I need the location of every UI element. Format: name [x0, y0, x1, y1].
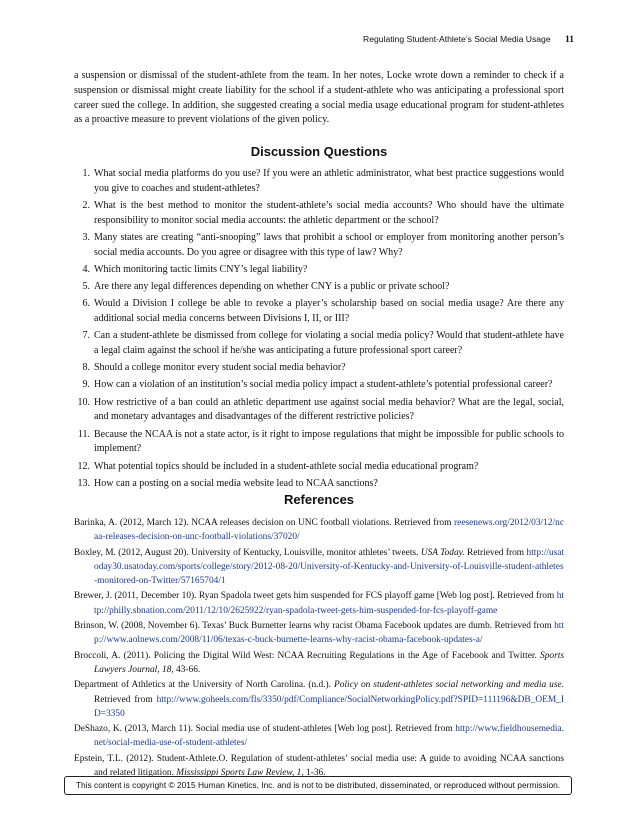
reference-text-after: , 1-36. — [301, 768, 326, 779]
discussion-heading: Discussion Questions — [250, 144, 388, 159]
question-number: 8. — [82, 362, 90, 374]
question-item — [74, 280, 564, 295]
page-number: 11 — [565, 35, 574, 45]
question-text: Many states are creating “anti-snooping” laws that prohibit a school or employer from monitoring another person’s social media accounts. Do you agree or disagree with this type of law? Why? — [94, 231, 564, 258]
reference-text: Brinson, W. (2008, November 6). Texas’ Buck Burnetter learns why racist Obama Facebook updates are dumb. Retrieved from — [74, 621, 555, 632]
reference-entry — [74, 589, 564, 618]
question-text: How can a violation of an institution’s social media policy impact a student-athlete’s potential professional career? — [94, 379, 553, 391]
question-number: 13. — [77, 477, 90, 489]
reference-text-after: Retrieved from — [94, 694, 157, 705]
question-number: 10. — [77, 396, 90, 408]
question-item — [74, 477, 564, 492]
reference-source: USA Today. — [420, 547, 465, 558]
question-number: 1. — [82, 168, 90, 179]
question-text: How restrictive of a ban could an athletic department use against social media behavior? What are the legal, social, and monetary advantages and disadvantages of the different restrictive policies? — [94, 396, 564, 423]
question-text: What is the best method to monitor the student-athlete’s social media accounts? Who should have the ultimate responsibility to monitor social media accounts: the athletic department or the school? — [94, 199, 564, 226]
question-text: What social media platforms do you use? If you were an athletic administrator, what best practice suggestions would you give to coaches and student-athletes? — [94, 168, 564, 194]
question-number: 12. — [77, 460, 90, 472]
question-item — [74, 460, 564, 475]
intro-paragraph: a suspension or dismissal of the student-athlete from the team. In her notes, Locke wrote down a reminder to check if a suspension or dismissal might create liability for the school if a student-athlete who was anticipating a professional sport career sued the college. In addition, she suggested creating a social media usage educational program for student-athletes as a proactive measure to prevent violations of the given policy. — [74, 70, 564, 126]
question-number: 9. — [82, 379, 90, 391]
copyright-notice: This content is copyright © 2015 Human Kinetics, Inc. and is not to be distributed, disseminated, or reproduced without permission. — [64, 776, 572, 795]
question-number: 11. — [77, 428, 90, 440]
question-text: How can a posting on a social media website lead to NCAA sanctions? — [94, 477, 378, 489]
question-text: Would a Division I college be able to revoke a player’s scholarship based on social media usage? Are there any additional social media concerns between Divisions I, II, or III? — [94, 298, 564, 325]
question-item — [74, 263, 564, 278]
question-item — [74, 378, 564, 393]
discussion-questions-list — [74, 167, 564, 494]
references-list — [74, 516, 564, 781]
reference-entry — [74, 678, 564, 721]
reference-entry — [74, 516, 564, 545]
question-text: Which monitoring tactic limits CNY’s legal liability? — [94, 263, 308, 275]
reference-text-after: Retrieved from — [464, 547, 527, 558]
reference-entry — [74, 722, 564, 751]
question-item — [74, 231, 564, 261]
question-text: Should a college monitor every student social media behavior? — [94, 362, 346, 374]
question-number: 3. — [82, 231, 90, 243]
reference-link[interactable]: reesenews.org/2012/03/12/ncaa-releases-decision-on-unc-football-violations/37020/ — [94, 518, 564, 543]
reference-link[interactable]: http://usatoday30.usatoday.com/sports/college/story/2012-08-20/University-of-Kentucky-and-University-of-Louisville-student-athletes-monitored-on-Twitter/57165704/1 — [94, 547, 564, 587]
running-title: Regulating Student-Athlete’s Social Media Usage — [363, 34, 551, 44]
question-text: Because the NCAA is not a state actor, is it right to impose regulations that might be impossible for public schools to implement? — [94, 428, 564, 455]
question-text: Can a student-athlete be dismissed from college for violating a social media policy? Would that student-athlete have a legal claim against the school if he/she was anticipating a future professional sport career? — [94, 330, 564, 357]
reference-text: Broccoli, A. (2011). Policing the Digital Wild West: NCAA Recruiting Regulations in the Age of Facebook and Twitter. — [74, 650, 541, 661]
reference-text: Epstein, T.L. (2012). Student-Athlete.O. Regulation of student-athletes’ social media use: A guide to avoiding NCAA sanctions and related litigation. — [74, 753, 564, 779]
reference-text: Boxley, M. (2012, August 20). University of Kentucky, Louisville, monitor athletes’ tweets. — [74, 547, 421, 558]
question-item — [74, 199, 564, 229]
reference-link[interactable]: http://www.goheels.com/fls/3350/pdf/Compliance/SocialNetworkingPolicy.pdf?SPID=111196&DB_OEM_ID=3350 — [94, 694, 564, 719]
reference-text: Department of Athletics at the University of North Carolina. (n.d.). — [74, 680, 335, 691]
reference-link[interactable]: http://www.fieldhousemedia.net/social-media-use-of-student-athletes/ — [94, 724, 564, 749]
reference-text-after: , 43-66. — [171, 664, 201, 675]
reference-source: Mississippi Sports Law Review, 1 — [176, 768, 302, 779]
reference-link[interactable]: http://www.aolnews.com/2008/11/06/texas-c-buck-burnette-learns-why-racist-obama-facebook-updates-a/ — [94, 621, 564, 646]
reference-text: DeShazo, K. (2013, March 11). Social media use of student-athletes [Web log post]. Retrieved from — [74, 724, 456, 735]
question-item — [74, 396, 564, 426]
reference-source: Sports Lawyers Journal, 18 — [94, 650, 564, 675]
question-number: 4. — [82, 263, 90, 275]
question-number: 6. — [82, 298, 90, 310]
question-text: What potential topics should be included in a student-athlete social media educational program? — [94, 460, 479, 472]
running-head — [363, 34, 574, 45]
reference-text: Brewer, J. (2011, December 10). Ryan Spadola tweet gets him suspended for FCS playoff game [Web log post]. Retrieved from — [74, 591, 557, 602]
question-text: Are there any legal differences depending on whether CNY is a public or private school? — [94, 281, 450, 293]
reference-entry — [74, 649, 564, 678]
reference-link[interactable]: http://philly.sbnation.com/2011/12/10/2625922/ryan-spadola-tweet-gets-him-suspended-for-fcs-playoff-game — [94, 591, 564, 616]
question-item — [74, 167, 564, 197]
question-item — [74, 297, 564, 327]
question-item — [74, 329, 564, 359]
reference-text: Barinka, A. (2012, March 12). NCAA releases decision on UNC football violations. Retrieved from — [74, 518, 455, 528]
reference-source: Policy on student-athletes social networking and media use. — [334, 680, 564, 691]
question-item — [74, 428, 564, 458]
question-number: 7. — [82, 330, 90, 342]
reference-entry — [74, 546, 564, 589]
question-number: 5. — [82, 281, 90, 293]
reference-entry — [74, 619, 564, 648]
references-heading: References — [283, 492, 355, 507]
question-number: 2. — [82, 199, 90, 211]
question-item — [74, 361, 564, 376]
